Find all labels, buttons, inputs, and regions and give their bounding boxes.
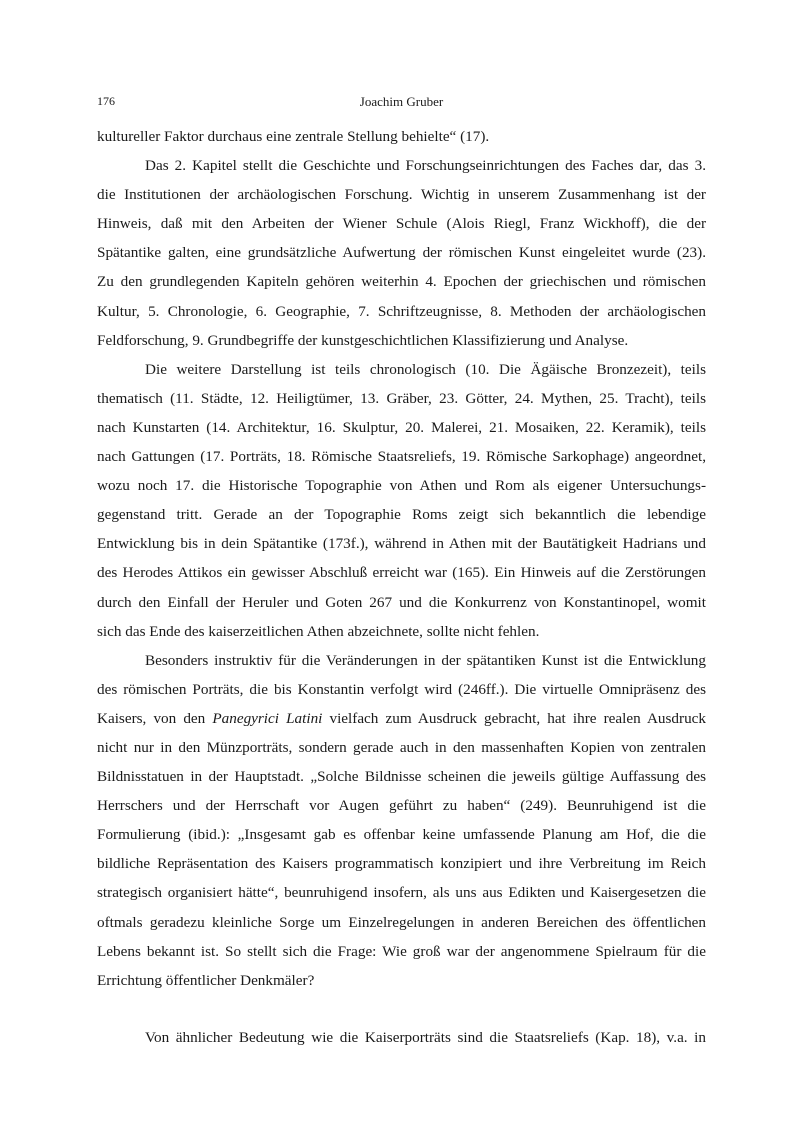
text-line: oftmals geradezu kleinliche Sorge um Einzelregelungen in anderen Bereichen des öffentlichen (97, 913, 706, 931)
page-number: 176 (97, 94, 115, 108)
text-line: Zu den grundlegenden Kapiteln gehören weiterhin 4. Epochen der griechischen und römischen (97, 273, 706, 291)
text-line: thematisch (11. Städte, 12. Heiligtümer, 13. Gräber, 23. Götter, 24. Mythen, 25. Tracht), teils (97, 389, 706, 407)
paragraph (97, 156, 706, 360)
text-line: Hinweis, daß mit den Arbeiten der Wiener Schule (Alois Riegl, Franz Wickhoff), die der (97, 215, 706, 233)
italic-title: Panegyrici Latini (212, 709, 323, 727)
text-line: nach Gattungen (17. Porträts, 18. Römische Staatsreliefs, 19. Römische Sarkophage) angeordnet, (97, 448, 706, 466)
text-line: Die weitere Darstellung ist teils chronologisch (10. Die Ägäische Bronzezeit), teils (145, 360, 706, 378)
text-line: Lebens bekannt ist. So stellt sich die Frage: Wie groß war der angenommene Spielraum für die (97, 942, 706, 960)
text-line: Bildnisstatuen in der Hauptstadt. „Solche Bildnisse scheinen die jeweils gültige Auffassung des (97, 768, 706, 786)
text-line: Kultur, 5. Chronologie, 6. Geographie, 7. Schriftzeugnisse, 8. Methoden der archäologischen (97, 302, 706, 320)
text-segment: vielfach zum Ausdruck gebracht, hat ihre realen Ausdruck (322, 709, 706, 727)
running-title: Joachim Gruber (359, 94, 444, 109)
text-line: Herrschers und der Herrschaft vor Augen geführt zu haben“ (249). Beunruhigend ist die (97, 797, 706, 815)
text-line: kultureller Faktor durchaus eine zentrale Stellung behielte“ (17). (97, 128, 490, 145)
paragraph (97, 127, 706, 156)
body-text (97, 127, 706, 1057)
text-line: nicht nur in den Münzporträts, sondern gerade auch in den massenhaften Kopien von zentralen (97, 738, 706, 756)
text-line: des römischen Porträts, die bis Konstantin verfolgt wird (246ff.). Die virtuelle Omnipräsenz des (97, 680, 706, 698)
text-line: sich das Ende des kaiserzeitlichen Athen abzeichnete, sollte nicht fehlen. (97, 622, 540, 640)
paragraph (97, 1028, 706, 1057)
text-line: durch den Einfall der Heruler und Goten 267 und die Konkurrenz von Konstantinopel, womit (97, 593, 706, 611)
text-line: des Herodes Attikos ein gewisser Abschluß erreicht war (165). Ein Hinweis auf die Zerstörungen (97, 564, 706, 582)
text-line: Besonders instruktiv für die Veränderungen in der spätantiken Kunst ist die Entwicklung (145, 651, 706, 669)
text-line (97, 709, 706, 738)
paragraph (97, 360, 706, 651)
text-line: wozu noch 17. die Historische Topographie von Athen und Rom als eigener Untersuchungs- (97, 477, 706, 495)
page-header (97, 94, 706, 112)
text-line: gegenstand tritt. Gerade an der Topographie Roms zeigt sich bekanntlich die lebendige (97, 506, 706, 524)
text-segment: Kaisers, von den (97, 709, 213, 727)
text-line: Von ähnlicher Bedeutung wie die Kaiserporträts sind die Staatsreliefs (Kap. 18), v.a. in (145, 1028, 706, 1046)
text-line: Errichtung öffentlicher Denkmäler? (97, 971, 315, 989)
text-line: Spätantike galten, eine grundsätzliche Aufwertung der römischen Kunst eingeleitet wurde (23). (97, 244, 706, 262)
text-line: Entwicklung bis in dein Spätantike (173f.), während in Athen mit der Bautätigkeit Hadrians und (97, 535, 706, 553)
text-line: Feldforschung, 9. Grundbegriffe der kunstgeschichtlichen Klassifizierung und Analyse. (97, 331, 629, 349)
text-line: Formulierung (ibid.): „Insgesamt gab es offenbar keine umfassende Planung am Hof, die die (97, 826, 706, 844)
text-line: nach Kunstarten (14. Architektur, 16. Skulptur, 20. Malerei, 21. Mosaiken, 22. Keramik), teils (97, 418, 706, 436)
text-line: strategisch organisiert hätte“, beunruhigend insofern, als uns aus Edikten und Kaisergesetzen die (97, 884, 706, 902)
text-line: die Institutionen der archäologischen Forschung. Wichtig in unserem Zusammenhang ist der (97, 186, 706, 204)
text-line: Das 2. Kapitel stellt die Geschichte und Forschungseinrichtungen des Faches dar, das 3. (145, 157, 706, 175)
paragraph (97, 651, 706, 1000)
paragraph-gap (97, 1000, 706, 1028)
text-line: bildliche Repräsentation des Kaisers programmatisch konzipiert und ihre Verbreitung im Reich (97, 855, 706, 873)
